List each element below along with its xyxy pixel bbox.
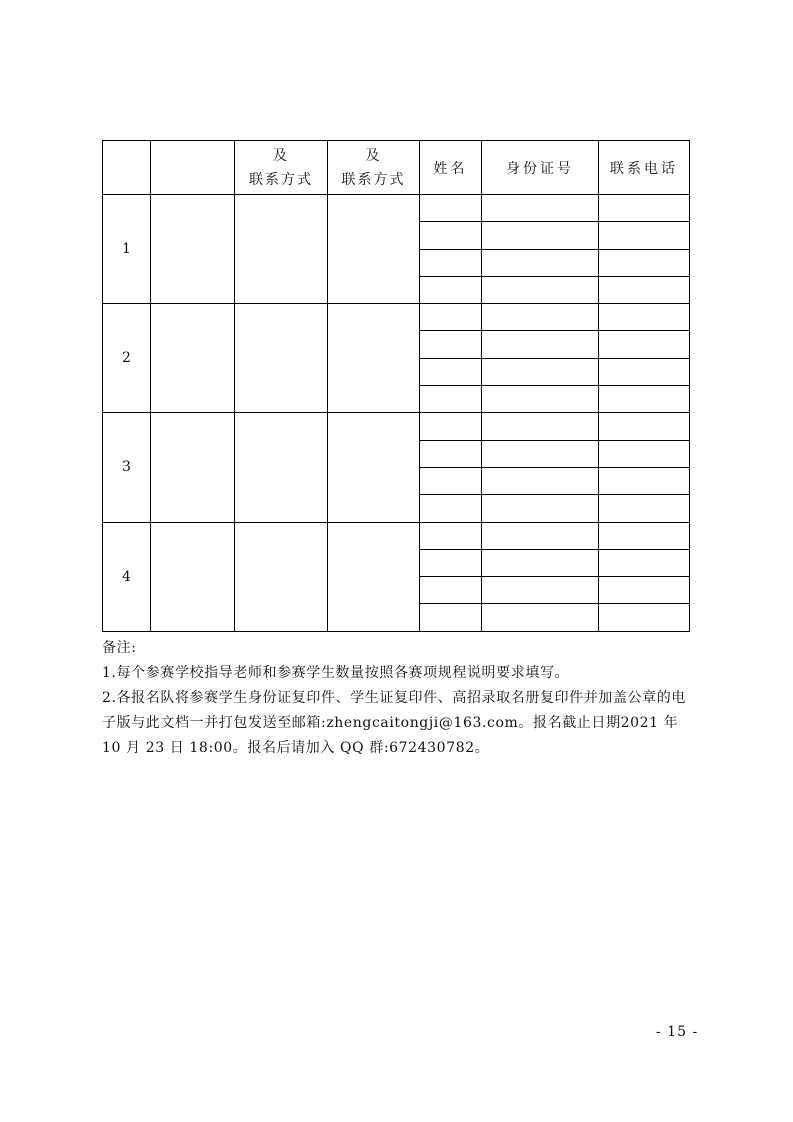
table-header-row bbox=[103, 141, 690, 195]
table-cell[interactable] bbox=[328, 195, 420, 304]
student-name-cell[interactable] bbox=[420, 304, 482, 331]
student-id-cell[interactable] bbox=[482, 358, 599, 385]
student-phone-cell[interactable] bbox=[599, 495, 690, 522]
notes-item-1: 1.每个参赛学校指导老师和参赛学生数量按照各赛项规程说明要求填写。 bbox=[102, 665, 570, 681]
header-label-contact-2: 联系方式 bbox=[341, 171, 406, 188]
student-phone-cell[interactable] bbox=[599, 604, 690, 631]
header-label-and-1: 及 bbox=[273, 147, 289, 164]
student-id-cell[interactable] bbox=[482, 495, 599, 522]
student-name-cell[interactable] bbox=[420, 331, 482, 358]
header-cell-blank-1 bbox=[103, 141, 151, 195]
header-cell-contact-1 bbox=[235, 141, 328, 195]
group-number: 2 bbox=[103, 304, 151, 413]
student-phone-cell[interactable] bbox=[599, 577, 690, 604]
table-cell[interactable] bbox=[151, 413, 235, 522]
student-id-cell[interactable] bbox=[482, 249, 599, 276]
table-cell[interactable] bbox=[328, 522, 420, 631]
student-id-cell[interactable] bbox=[482, 386, 599, 413]
table-cell[interactable] bbox=[328, 413, 420, 522]
notes-section bbox=[102, 636, 692, 761]
table-row bbox=[103, 195, 690, 222]
student-phone-cell[interactable] bbox=[599, 331, 690, 358]
student-phone-cell[interactable] bbox=[599, 276, 690, 303]
student-phone-cell[interactable] bbox=[599, 222, 690, 249]
table-cell[interactable] bbox=[235, 522, 328, 631]
student-phone-cell[interactable] bbox=[599, 249, 690, 276]
student-phone-cell[interactable] bbox=[599, 304, 690, 331]
page-number: - 15 - bbox=[656, 1024, 699, 1040]
notes-item-2: 2.各报名队将参赛学生身份证复印件、学生证复印件、高招录取名册复印件并加盖公章的电子版与此文档一并打包发送至邮箱:zhengcaitongji@163.com。报名截止日期2021 年 10 月 23 日 18:00。报名后请加入 QQ 群:672430782。 bbox=[102, 690, 686, 756]
group-number: 1 bbox=[103, 195, 151, 304]
student-name-cell[interactable] bbox=[420, 358, 482, 385]
table-cell[interactable] bbox=[235, 413, 328, 522]
student-id-cell[interactable] bbox=[482, 276, 599, 303]
header-cell-name: 姓名 bbox=[420, 141, 482, 195]
student-name-cell[interactable] bbox=[420, 522, 482, 549]
student-id-cell[interactable] bbox=[482, 604, 599, 631]
student-name-cell[interactable] bbox=[420, 276, 482, 303]
student-phone-cell[interactable] bbox=[599, 195, 690, 222]
header-cell-blank-2 bbox=[151, 141, 235, 195]
student-name-cell[interactable] bbox=[420, 577, 482, 604]
student-phone-cell[interactable] bbox=[599, 549, 690, 576]
header-label-and-2: 及 bbox=[365, 147, 382, 164]
student-id-cell[interactable] bbox=[482, 549, 599, 576]
registration-table bbox=[102, 140, 690, 632]
student-name-cell[interactable] bbox=[420, 222, 482, 249]
table-cell[interactable] bbox=[151, 195, 235, 304]
group-number: 3 bbox=[103, 413, 151, 522]
group-number: 4 bbox=[103, 522, 151, 631]
student-name-cell[interactable] bbox=[420, 249, 482, 276]
header-label-contact-1: 联系方式 bbox=[249, 171, 313, 188]
header-cell-phone: 联系电话 bbox=[599, 141, 690, 195]
table-cell[interactable] bbox=[235, 304, 328, 413]
header-cell-id-number: 身份证号 bbox=[482, 141, 599, 195]
student-id-cell[interactable] bbox=[482, 467, 599, 494]
student-id-cell[interactable] bbox=[482, 195, 599, 222]
table-cell[interactable] bbox=[235, 195, 328, 304]
student-name-cell[interactable] bbox=[420, 386, 482, 413]
student-id-cell[interactable] bbox=[482, 413, 599, 440]
notes-heading: 备注: bbox=[102, 640, 137, 656]
student-id-cell[interactable] bbox=[482, 222, 599, 249]
student-phone-cell[interactable] bbox=[599, 522, 690, 549]
student-phone-cell[interactable] bbox=[599, 467, 690, 494]
student-name-cell[interactable] bbox=[420, 495, 482, 522]
student-phone-cell[interactable] bbox=[599, 386, 690, 413]
student-id-cell[interactable] bbox=[482, 331, 599, 358]
table-cell[interactable] bbox=[151, 522, 235, 631]
student-id-cell[interactable] bbox=[482, 522, 599, 549]
student-name-cell[interactable] bbox=[420, 467, 482, 494]
table-row bbox=[103, 304, 690, 331]
student-id-cell[interactable] bbox=[482, 577, 599, 604]
student-id-cell[interactable] bbox=[482, 304, 599, 331]
student-name-cell[interactable] bbox=[420, 604, 482, 631]
student-phone-cell[interactable] bbox=[599, 358, 690, 385]
student-name-cell[interactable] bbox=[420, 440, 482, 467]
student-id-cell[interactable] bbox=[482, 440, 599, 467]
student-name-cell[interactable] bbox=[420, 195, 482, 222]
student-phone-cell[interactable] bbox=[599, 413, 690, 440]
table-row bbox=[103, 413, 690, 440]
student-name-cell[interactable] bbox=[420, 413, 482, 440]
header-cell-contact-2 bbox=[328, 141, 420, 195]
student-name-cell[interactable] bbox=[420, 549, 482, 576]
table-cell[interactable] bbox=[151, 304, 235, 413]
student-phone-cell[interactable] bbox=[599, 440, 690, 467]
table-row bbox=[103, 522, 690, 549]
table-cell[interactable] bbox=[328, 304, 420, 413]
